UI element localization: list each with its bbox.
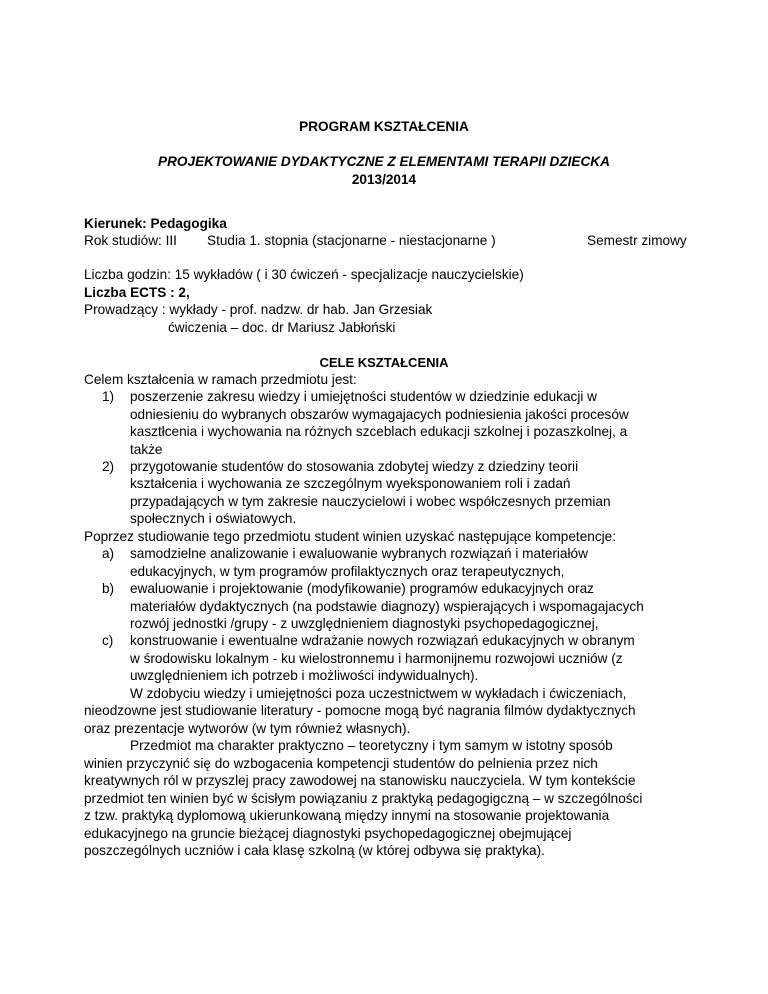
list-item-line: przypadających w tym zakresie nauczycielowi i wobec współczesnych przemian [130, 494, 611, 509]
list-item-line: kasztłcenia i wychowania na różnych szceblach edukacji szkolnej i pozaszkolnej, a [130, 424, 628, 439]
list-item-line: przygotowanie studentów do stosowania zdobytej wiedzy z dziedziny teorii [130, 459, 579, 474]
list-item-line: odniesieniu do wybranych obszarów wymagajacych podniesienia jakości procesów [130, 407, 629, 422]
list-marker: 2) [102, 459, 115, 474]
list-item-line: ewaluowanie i projektowanie (modyfikowanie) programów edukacyjnych oraz [130, 581, 594, 596]
paragraph-line: W zdobyciu wiedzy i umiejętności poza uczestnictwem w wykładach i ćwiczeniach, [130, 686, 627, 701]
paragraph-line: nieodzowne jest studiowanie literatury - pomocne mogą być nagrania filmów dydaktycznych [84, 703, 636, 718]
list-marker: 1) [102, 389, 115, 404]
list-item-line: rozwój jednostki /grupy - z uwzględnieniem diagnostyki psychopedagogicznej, [130, 616, 599, 631]
paragraph-line: edukacyjnego na gruncie bieżącej diagnostyki psychopedagogicznej obejmującej [84, 826, 572, 841]
list-item-line: uwzględnieniem ich potrzeb i możliwości indywidualnych). [130, 668, 479, 683]
year-of-study: Rok studiów: III [84, 233, 177, 248]
academic-year: 2013/2014 [351, 172, 417, 187]
lecturer: Prowadzący : wykłady - prof. nadzw. dr hab. Jan Grzesiak [84, 302, 433, 317]
paragraph-line: kreatywnych ról w przyszlej pracy zawodowej na stanowisku nauczyciela. W tym kontekście [84, 773, 636, 788]
field-of-study: Kierunek: Pedagogika [84, 216, 227, 231]
list-item-line: edukacyjnych, w tym programów profilaktycznych oraz terapeutycznych, [130, 564, 565, 579]
paragraph-line: Przedmiot ma charakter praktyczno – teoretyczny i tym samym w istotny sposób [130, 738, 613, 753]
paragraph-line: z tzw. praktyką dyplomową ukierunkowaną między innymi na stosowanie projektowania [84, 808, 610, 823]
list-item-line: samodzielne analizowanie i ewaluowanie wybranych rozwiązań i materiałów [130, 546, 588, 561]
goals-intro: Celem kształcenia w ramach przedmiotu jest: [84, 372, 357, 387]
list-marker: a) [102, 546, 115, 561]
list-item-line: materiałów dydaktycznych (na podstawie diagnozy) wspierających i wspomagajacych [130, 599, 644, 614]
list-item-line: konstruowanie i ewentualne wdrażanie nowych rozwiązań edukacyjnych w obranym [130, 633, 635, 648]
paragraph-line: winien przyczynić się do wzbogacenia kompetencji studentów do pelnienia przez nich [84, 756, 598, 771]
list-item-line: społecznych i oświatowych. [130, 511, 297, 526]
course-title: PROJEKTOWANIE DYDAKTYCZNE Z ELEMENTAMI TERAPII DZIECKA [158, 154, 610, 169]
paragraph-line: poszczególnych uczniów i cała klasę szkolną (w której odbywa się praktyka). [84, 843, 545, 858]
ects-count: Liczba ECTS : 2, [84, 285, 190, 300]
list-marker: c) [102, 633, 114, 648]
exercises-lecturer: ćwiczenia – doc. dr Mariusz Jabłoński [168, 320, 396, 335]
page-title: PROGRAM KSZTAŁCENIA [299, 119, 469, 134]
list-marker: b) [102, 581, 115, 596]
semester: Semestr zimowy [587, 233, 687, 248]
paragraph-line: przedmiot ten winien być w ścisłym powiązaniu z praktyką pedagogigczną – w szczególności [84, 791, 643, 806]
list-item-line: w środowisku lokalnym - ku wielostronnemu i harmonijnemu rozwojowi uczniów (z [130, 651, 623, 666]
study-level: Studia 1. stopnia (stacjonarne - niestacjonarne ) [207, 233, 496, 248]
list-item-line: poszerzenie zakresu wiedzy i umiejętności studentów w dziedzinie edukacji w [130, 389, 597, 404]
competences-intro: Poprzez studiowanie tego przedmiotu student winien uzyskać następujące kompetencje: [84, 529, 616, 544]
list-item-line: także [130, 442, 163, 457]
section-heading: CELE KSZTAŁCENIA [319, 355, 449, 370]
hours-count: Liczba godzin: 15 wykładów ( i 30 ćwiczeń - specjalizacje nauczycielskie) [84, 267, 524, 282]
list-item-line: kształcenia i wychowania ze szczególnym wyeksponowaniem roli i zadań [130, 476, 571, 491]
paragraph-line: oraz prezentacje wytworów (w tym również własnych). [84, 721, 411, 736]
